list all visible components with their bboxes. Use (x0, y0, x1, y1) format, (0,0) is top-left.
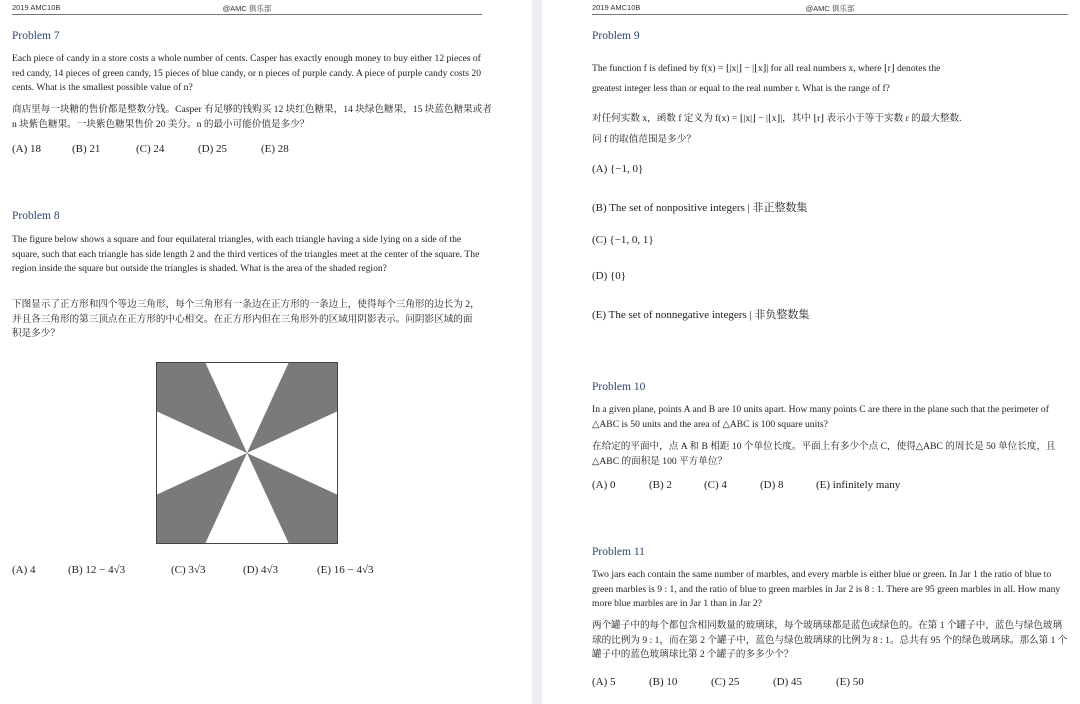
answer-d: (D) 45 (773, 676, 803, 688)
answer-d: (D) 8 (760, 479, 784, 491)
answer-e: (E) 50 (836, 676, 864, 688)
problem-11-english: Two jars each contain the same number of marbles, and every marble is either blue or green. In Jar 1 the ratio of blue to green marbles is 9 : 1, and the ratio of blue to green marbles in Jar 2 is 8 : 1. There are 95 green marbles in all. How many more blue marbles are in Jar 1 than in Jar 2? (592, 569, 1061, 610)
problem-8-chinese: 下图显示了正方形和四个等边三角形，每个三角形有一条边在正方形的一条边上，使得每个三角形的边长为 2，并且各三角形的第三顶点在正方形的中心相交。在正方形内但在三角形外的区域用阴影表示。问阴影区域的面积是多少？ (12, 299, 480, 340)
problem-9-english-line2: greatest integer less than or equal to the real number r. What is the range of f? (592, 83, 890, 94)
problem-10-chinese: 在给定的平面中，点 A 和 B 相距 10 个单位长度。平面上有多少个点 C，使得△ABC 的周长是 50 单位长度，且△ABC 的面积是 100 平方单位？ (592, 441, 1056, 467)
answer-a: (A) 18 (12, 143, 42, 155)
answer-c: (C) 3√3 (171, 564, 206, 576)
problem-11-chinese: 两个罐子中的每个都包含相同数量的玻璃球，每个玻璃球都是蓝色或绿色的。在第 1 个罐子中，蓝色与绿色玻璃球的比例为 9 : 1，而在第 2 个罐子中，蓝色与绿色玻璃球的比例为 8 : 1。总共有 95 个的绿色玻璃球。那么第 1 个罐子中的蓝色玻璃球比第 2 个罐子的多多少个？ (592, 620, 1068, 661)
problem-10-english: In a given plane, points A and B are 10 units apart. How many points C are there in the plane such that the perimeter of △ABC is 50 units and the area of △ABC is 100 square units? (592, 404, 1049, 430)
answer-c: (C) 4 (704, 479, 727, 491)
problem-9-option-d: (D) {0} (592, 270, 627, 282)
problem-11-title: Problem 11 (592, 546, 645, 558)
problem-9-title: Problem 9 (592, 30, 640, 42)
answer-c: (C) 24 (136, 143, 165, 155)
problem-7-chinese: 商店里每一块糖的售价都是整数分钱。Casper 有足够的钱购买 12 块红色糖果，14 块绿色糖果，15 块蓝色糖果或者 n 块紫色糖果。一块紫色糖果售价 20 美分。n 的最小可能价值是多少？ (12, 104, 492, 130)
problem-9-option-c: (C) {−1, 0, 1} (592, 234, 654, 246)
square-triangles-figure (156, 362, 338, 544)
club-label: @AMC 俱乐部 (805, 4, 855, 13)
problem-7-answers (12, 143, 289, 155)
answer-d: (D) 4√3 (243, 564, 279, 576)
answer-b: (B) 21 (72, 143, 101, 155)
page-left (0, 0, 532, 704)
answer-a: (A) 4 (12, 564, 36, 576)
answer-c: (C) 25 (711, 676, 740, 688)
problem-9-option-e: (E) The set of nonnegative integers | 非负整数集 (592, 309, 810, 321)
problem-9-chinese-line2: 问 f 的取值范围是多少？ (592, 134, 696, 145)
answer-a: (A) 5 (592, 676, 616, 688)
answer-e: (E) 28 (261, 143, 289, 155)
problem-7-title: Problem 7 (12, 30, 60, 42)
page-header (592, 3, 1068, 15)
problem-11-answers (592, 676, 864, 688)
problem-7-english: Each piece of candy in a store costs a whole number of cents. Casper has exactly enough money to buy either 12 pieces of red candy, 14 pieces of green candy, 15 pieces of blue candy, or n pieces of purple candy. A piece of purple candy costs 20 cents. What is the smallest possible value of n? (12, 53, 482, 94)
problem-8-answers (12, 564, 374, 576)
page-header (12, 3, 482, 15)
problem-9-option-a: (A) {−1, 0} (592, 163, 644, 175)
problem-8-english: The figure below shows a square and four equilateral triangles, with each triangle having a side lying on a side of the square, such that each triangle has side length 2 and the third vertices of the triangles meet at the center of the square. The region inside the square but outside the triangles is shaded. What is the area of the shaded region? (12, 234, 480, 275)
problem-10-title: Problem 10 (592, 381, 646, 393)
answer-e: (E) infinitely many (816, 479, 901, 491)
problem-8-title: Problem 8 (12, 210, 60, 222)
problem-10-answers (592, 479, 900, 491)
club-label: @AMC 俱乐部 (222, 4, 272, 13)
answer-d: (D) 25 (198, 143, 228, 155)
page-right (542, 0, 1080, 704)
answer-e: (E) 16 − 4√3 (317, 564, 374, 576)
exam-label: 2019 AMC10B (12, 3, 61, 12)
answer-a: (A) 0 (592, 479, 616, 491)
problem-9-chinese-line1: 对任何实数 x，函数 f 定义为 f(x) = ⌊|x|⌋ − |⌊x⌋|，其中 ⌊r⌋ 表示小于等于实数 r 的最大整数. (592, 113, 962, 124)
answer-b: (B) 10 (649, 676, 678, 688)
answer-b: (B) 12 − 4√3 (68, 564, 126, 576)
problem-9-english-line1: The function f is defined by f(x) = ⌊|x|⌋ − |⌊x⌋| for all real numbers x, where ⌊r⌋ denotes the (592, 63, 941, 74)
exam-label: 2019 AMC10B (592, 3, 641, 12)
problem-9-option-b: (B) The set of nonpositive integers | 非正整数集 (592, 202, 808, 214)
answer-b: (B) 2 (649, 479, 672, 491)
